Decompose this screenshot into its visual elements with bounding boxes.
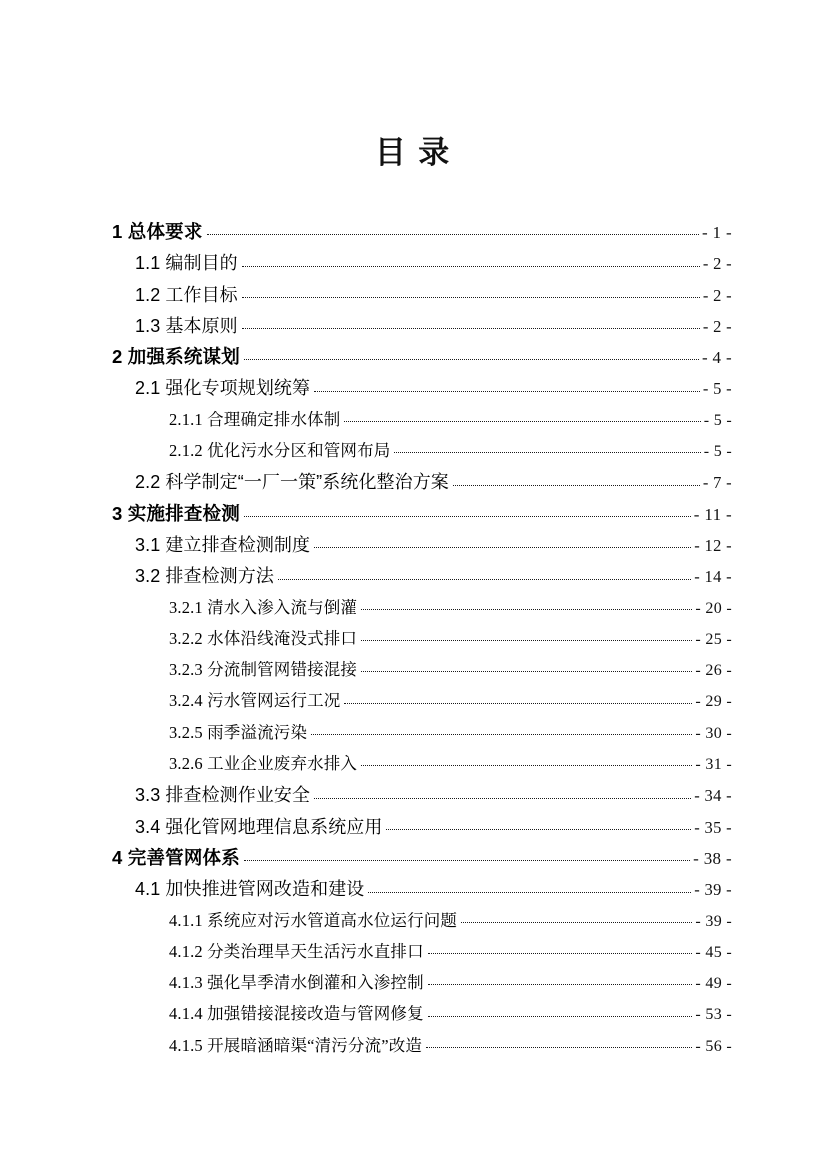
toc-entry-label: 4.1 加快推进管网改造和建设 <box>135 879 365 900</box>
toc-entry[interactable] <box>0 468 826 499</box>
toc-dot-leader <box>428 941 693 957</box>
toc-entry[interactable] <box>0 406 826 437</box>
toc-dot-leader <box>207 222 699 238</box>
toc-dot-leader <box>394 440 700 456</box>
toc-entry-page-number: - 53 - <box>695 1006 732 1024</box>
toc-dot-leader <box>344 409 700 425</box>
toc-entry-label: 3.2.1 清水入渗入流与倒灌 <box>169 597 358 617</box>
toc-dot-leader <box>242 253 700 269</box>
toc-entry-page-number: - 29 - <box>695 693 732 711</box>
toc-entry-page-number: - 39 - <box>694 880 732 900</box>
toc-entry-label: 1.1 编制目的 <box>135 253 238 274</box>
toc-entry[interactable] <box>0 844 826 875</box>
toc-entry[interactable] <box>0 1000 826 1031</box>
toc-entry[interactable] <box>0 437 826 468</box>
toc-dot-leader <box>428 972 693 988</box>
toc-entry-page-number: - 20 - <box>695 599 732 617</box>
toc-entry-label: 2.1.2 优化污水分区和管网布局 <box>169 441 391 461</box>
toc-entry-label: 2 加强系统谋划 <box>112 346 240 368</box>
toc-entry-label: 3.2 排查检测方法 <box>135 566 274 587</box>
toc-entry-label: 3 实施排查检测 <box>112 502 240 524</box>
toc-entry[interactable] <box>0 781 826 812</box>
toc-entry-label: 4.1.1 系统应对污水管道高水位运行问题 <box>169 910 458 930</box>
toc-dot-leader <box>242 316 700 332</box>
toc-entry[interactable] <box>0 656 826 687</box>
toc-entry-page-number: - 2 - <box>702 285 732 305</box>
toc-entry-page-number: - 2 - <box>702 254 732 274</box>
toc-entry-page-number: - 14 - <box>694 567 732 587</box>
toc-entry-page-number: - 1 - <box>701 223 732 242</box>
toc-entry-page-number: - 39 - <box>695 912 732 930</box>
toc-dot-leader <box>314 535 691 551</box>
toc-entry-label: 1 总体要求 <box>112 221 203 242</box>
toc-dot-leader <box>368 879 691 895</box>
toc-entry[interactable] <box>0 343 826 374</box>
toc-entry-label: 4.1.5 开展暗涵暗渠“清污分流”改造 <box>169 1035 423 1055</box>
toc-entry[interactable] <box>0 813 826 844</box>
toc-entry-page-number: - 5 - <box>703 443 732 461</box>
toc-entry-label: 4.1.2 分类治理旱天生活污水直排口 <box>169 941 424 961</box>
toc-entry[interactable] <box>0 281 826 312</box>
toc-entry-page-number: - 4 - <box>701 348 732 368</box>
toc-entry-page-number: - 34 - <box>694 786 732 806</box>
toc-entry[interactable] <box>0 374 826 405</box>
toc-dot-leader <box>344 690 692 706</box>
toc-dot-leader <box>386 817 691 833</box>
page-title: 目 录 <box>374 135 452 170</box>
toc-entry-page-number: - 2 - <box>702 316 732 336</box>
toc-entry[interactable] <box>0 249 826 280</box>
toc-dot-leader <box>361 753 692 769</box>
toc-entry-page-number: - 5 - <box>702 379 732 399</box>
toc-entry[interactable] <box>0 719 826 750</box>
toc-entry-label: 4.1.4 加强错接混接改造与管网修复 <box>169 1004 424 1024</box>
toc-dot-leader <box>361 597 692 613</box>
toc-entry[interactable] <box>0 500 826 531</box>
toc-dot-leader <box>244 848 690 864</box>
toc-entry[interactable] <box>0 594 826 625</box>
toc-entry-label: 3.1 建立排查检测制度 <box>135 534 311 555</box>
toc-dot-leader <box>461 910 692 926</box>
toc-entry-page-number: - 35 - <box>694 817 732 837</box>
toc-entry[interactable] <box>0 1032 826 1063</box>
toc-entry-page-number: - 56 - <box>695 1037 732 1055</box>
toc-entry-page-number: - 26 - <box>695 662 732 680</box>
toc-dot-leader <box>244 347 699 363</box>
toc-dot-leader <box>453 472 700 488</box>
toc-entry[interactable] <box>0 750 826 781</box>
toc-dot-leader <box>361 628 692 644</box>
toc-entry-label: 3.4 强化管网地理信息系统应用 <box>135 816 383 837</box>
toc-entry-page-number: - 49 - <box>695 975 732 993</box>
toc-dot-leader <box>428 1003 693 1019</box>
toc-dot-leader <box>244 504 691 520</box>
toc-entry-label: 4 完善管网体系 <box>112 846 240 868</box>
toc-entry-label: 1.2 工作目标 <box>135 284 238 305</box>
toc-entry-label: 3.2.6 工业企业废弃水排入 <box>169 754 358 774</box>
toc-entry-page-number: - 11 - <box>693 504 732 524</box>
toc-dot-leader <box>242 285 700 301</box>
toc-entry[interactable] <box>0 562 826 593</box>
toc-dot-leader <box>426 1035 692 1051</box>
toc-entry[interactable] <box>0 907 826 938</box>
toc-dot-leader <box>361 659 692 675</box>
toc-entry[interactable] <box>0 875 826 906</box>
toc-entry-label: 2.2 科学制定“一厂一策”系统化整治方案 <box>135 472 449 493</box>
toc-entry-label: 4.1.3 强化旱季清水倒灌和入渗控制 <box>169 973 424 993</box>
toc-entry[interactable] <box>0 938 826 969</box>
toc-entry-page-number: - 12 - <box>694 535 732 555</box>
toc-entry-label: 3.2.2 水体沿线淹没式排口 <box>169 628 358 648</box>
toc-entry[interactable] <box>0 218 826 249</box>
toc-dot-leader <box>314 378 700 394</box>
toc-entry[interactable] <box>0 531 826 562</box>
toc-entry[interactable] <box>0 312 826 343</box>
toc-entry-page-number: - 31 - <box>695 756 732 774</box>
toc-entry-page-number: - 7 - <box>702 473 732 493</box>
toc-entry-label: 2.1 强化专项规划统筹 <box>135 378 311 399</box>
toc-entry-label: 3.2.4 污水管网运行工况 <box>169 691 341 711</box>
toc-entry-label: 1.3 基本原则 <box>135 315 238 336</box>
toc-entry[interactable] <box>0 969 826 1000</box>
toc-entry-page-number: - 38 - <box>693 848 732 868</box>
toc-entry-page-number: - 25 - <box>695 630 732 648</box>
toc-entry-label: 2.1.1 合理确定排水体制 <box>169 409 341 429</box>
toc-entry-page-number: - 45 - <box>695 943 732 961</box>
table-of-contents <box>0 218 826 1063</box>
toc-entry-label: 3.2.5 雨季溢流污染 <box>169 722 308 742</box>
toc-entry-label: 3.3 排查检测作业安全 <box>135 785 311 806</box>
toc-dot-leader <box>278 566 691 582</box>
toc-entry-page-number: - 5 - <box>703 411 732 429</box>
toc-entry-page-number: - 30 - <box>695 724 732 742</box>
toc-dot-leader <box>314 785 691 801</box>
toc-entry-label: 3.2.3 分流制管网错接混接 <box>169 660 358 680</box>
toc-entry[interactable] <box>0 687 826 718</box>
toc-dot-leader <box>311 722 692 738</box>
toc-entry[interactable] <box>0 625 826 656</box>
